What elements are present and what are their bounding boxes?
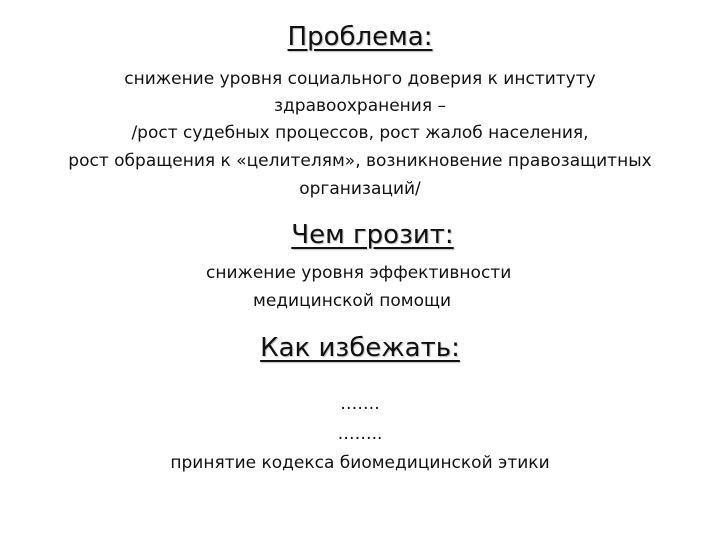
threat-text-line-2: медицинской помощи [253,291,452,311]
problem-text-line-1: снижение уровня социального доверия к институту [124,69,596,89]
problem-text-line-3: /рост судебных процессов, рост жалоб населения, [131,123,589,143]
problem-text-line-4: рост обращения к «целителям», возникновение правозащитных [68,151,652,171]
avoid-heading: Как избежать: [260,333,460,363]
threat-text-line-1: снижение уровня эффективности [206,263,512,283]
problem-heading: Проблема: [287,22,433,52]
threat-heading: Чем грозит: [291,220,454,250]
problem-text-line-5: организаций/ [299,179,421,199]
avoid-text-line: принятие кодекса биомедицинской этики [170,453,550,473]
problem-text-line-2: здравоохранения – [274,96,446,116]
avoid-ellipsis-line-2: …….. [337,424,383,444]
avoid-ellipsis-line-1: ……. [340,394,380,414]
